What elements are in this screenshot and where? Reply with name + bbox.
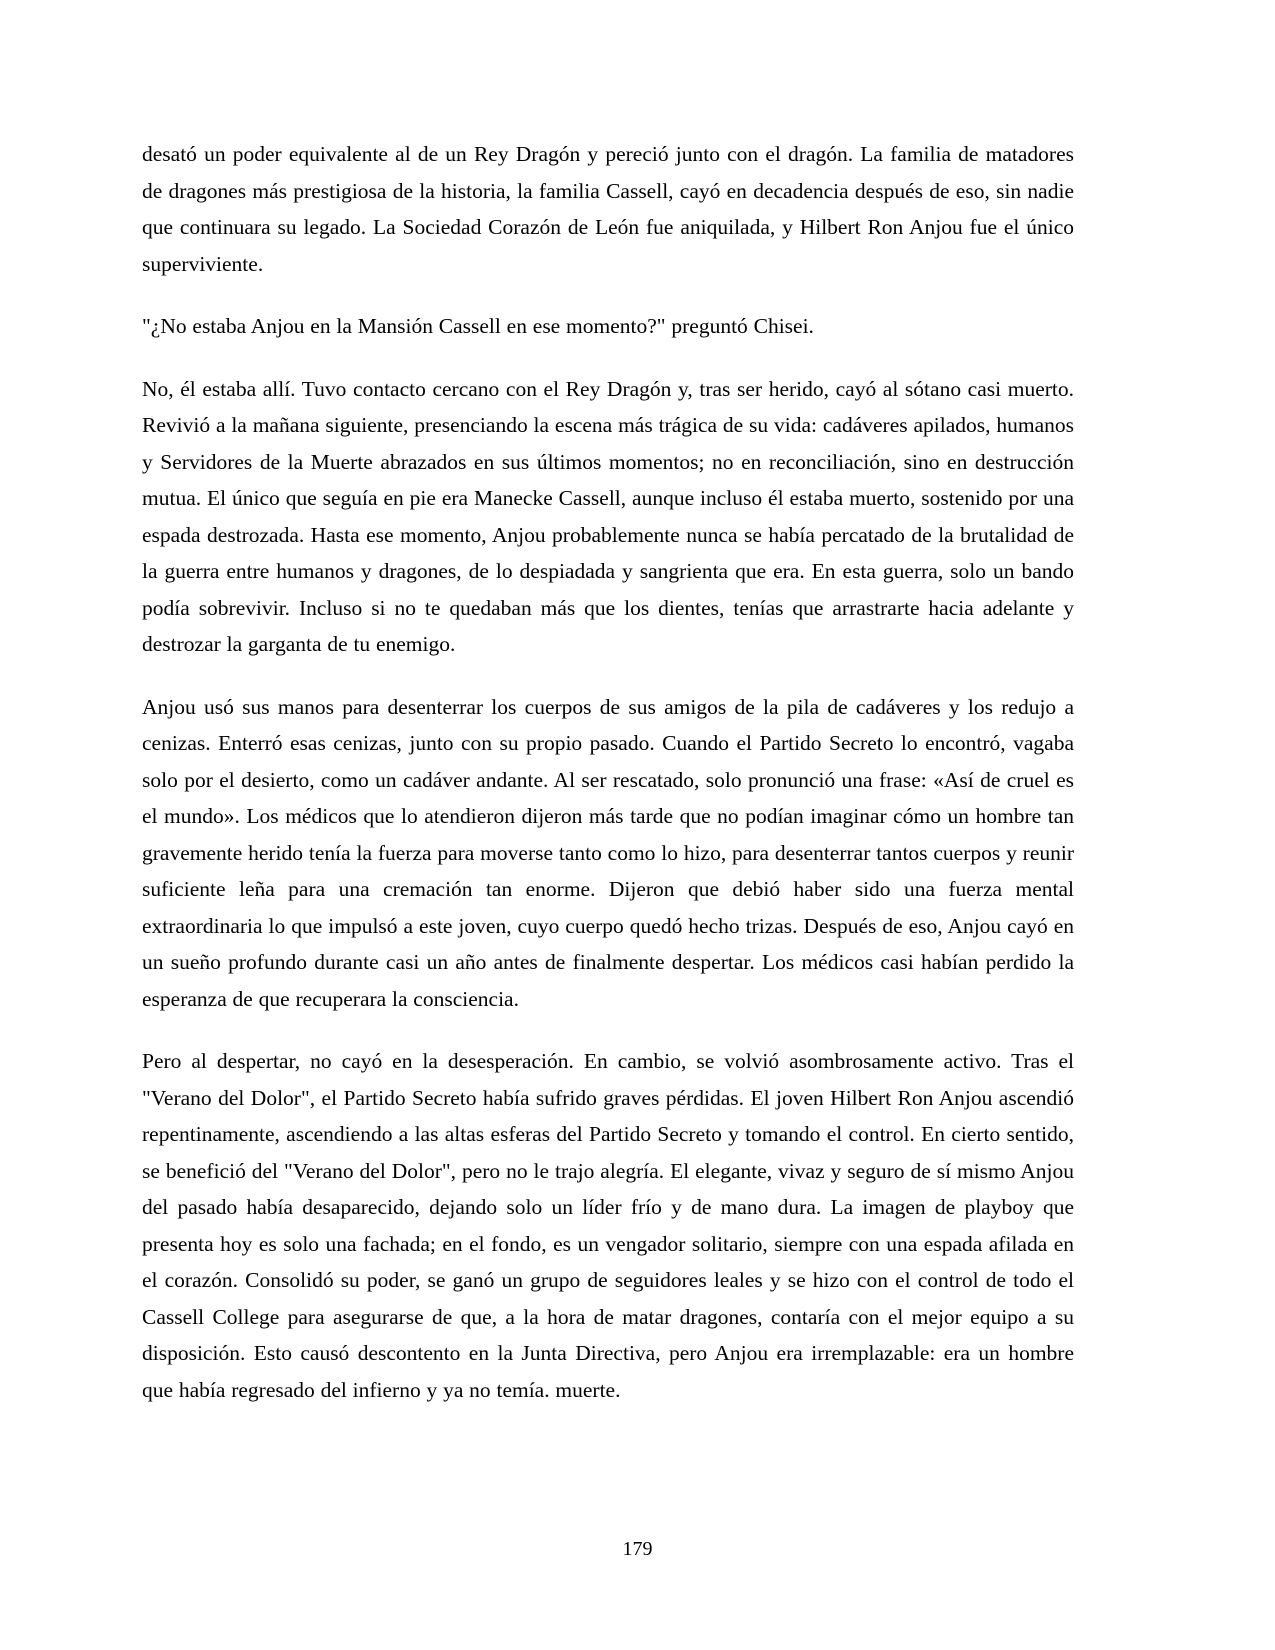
- paragraph-3: No, él estaba allí. Tuvo contacto cercano con el Rey Dragón y, tras ser herido, cayó al sótano casi muerto. Revivió a la mañana siguiente, presenciando la escena más trágica de su vida: cadáveres apilados, humanos y Servidores de la Muerte abrazados en sus últimos momentos; no en reconciliación, sino en destrucción mutua. El único que seguía en pie era Manecke Cassell, aunque incluso él estaba muerto, sostenido por una espada destrozada. Hasta ese momento, Anjou probablemente nunca se había percatado de la brutalidad de la guerra entre humanos y dragones, de lo despiadada y sangrienta que era. En esta guerra, solo un bando podía sobrevivir. Incluso si no te quedaban más que los dientes, tenías que arrastrarte hacia adelante y destrozar la garganta de tu enemigo.: [142, 376, 1074, 656]
- paragraph-2-dialogue: "¿No estaba Anjou en la Mansión Cassell en ese momento?" preguntó Chisei.: [142, 314, 814, 338]
- paragraph-4: Anjou usó sus manos para desenterrar los cuerpos de sus amigos de la pila de cadáveres y los redujo a cenizas. Enterró esas cenizas, junto con su propio pasado. Cuando el Partido Secreto lo encontró, vagaba solo por el desierto, como un cadáver andante. Al ser rescatado, solo pronunció una frase: «Así de cruel es el mundo». Los médicos que lo atendieron dijeron más tarde que no podían imaginar cómo un hombre tan gravemente herido tenía la fuerza para moverse tanto como lo hizo, para desenterrar tantos cuerpos y reunir suficiente leña para una cremación tan enorme. Dijeron que debió haber sido una fuerza mental extraordinaria lo que impulsó a este joven, cuyo cuerpo quedó hecho trizas. Después de eso, Anjou cayó en un sueño profundo durante casi un año antes de finalmente despertar. Los médicos casi habían perdido la esperanza de que recuperara la consciencia.: [142, 694, 1074, 1011]
- paragraph-5: Pero al despertar, no cayó en la desesperación. En cambio, se volvió asombrosamente activo. Tras el "Verano del Dolor", el Partido Secreto había sufrido graves pérdidas. El joven Hilbert Ron Anjou ascendió repentinamente, ascendiendo a las altas esferas del Partido Secreto y tomando el control. En cierto sentido, se benefició del "Verano del Dolor", pero no le trajo alegría. El elegante, vivaz y seguro de sí mismo Anjou del pasado había desaparecido, dejando solo un líder frío y de mano dura. La imagen de playboy que presenta hoy es solo una fachada; en el fondo, es un vengador solitario, siempre con una espada afilada en el corazón. Consolidó su poder, se ganó un grupo de seguidores leales y se hizo con el control de todo el Cassell College para asegurarse de que, a la hora de matar dragones, contaría con el mejor equipo a su disposición. Esto causó descontento en la Junta Directiva, pero Anjou era irremplazable: era un hombre que había regresado del infierno y ya no temía. muerte.: [142, 1049, 1074, 1402]
- paragraph-1: desató un poder equivalente al de un Rey Dragón y pereció junto con el dragón. La familia de matadores de dragones más prestigiosa de la historia, la familia Cassell, cayó en decadencia después de eso, sin nadie que continuara su legado. La Sociedad Corazón de León fue aniquilada, y Hilbert Ron Anjou fue el único superviviente.: [142, 142, 1074, 276]
- page-number: 179: [622, 1538, 653, 1560]
- page-body-text: [142, 136, 1074, 1408]
